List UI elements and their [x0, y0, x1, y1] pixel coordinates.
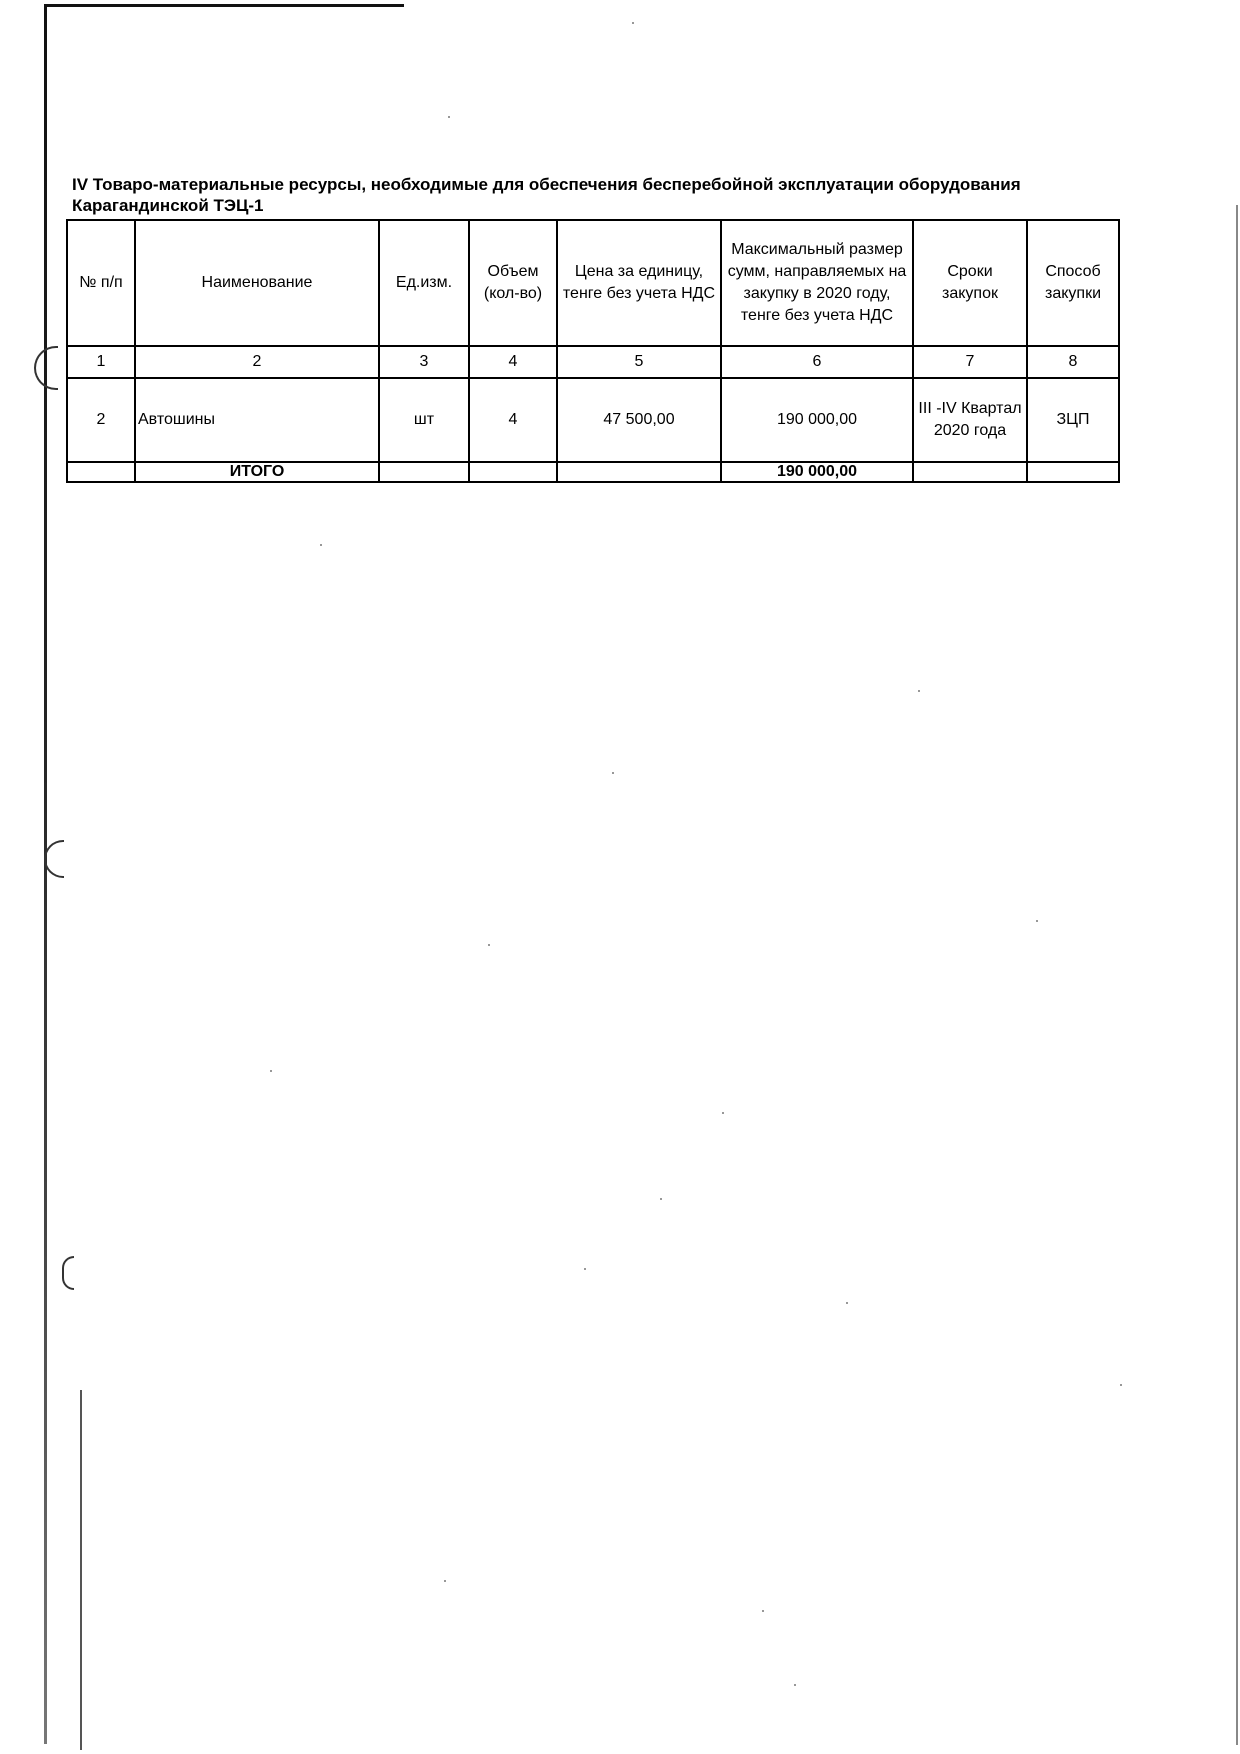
row-quantity: 4	[469, 378, 557, 462]
header-cell-quantity: Объем (кол-во)	[469, 220, 557, 346]
total-empty-cell	[1027, 462, 1119, 482]
total-row	[67, 462, 1119, 482]
total-empty-cell	[557, 462, 721, 482]
scan-speck	[846, 1302, 848, 1304]
column-number: 1	[67, 346, 135, 378]
total-empty-cell	[469, 462, 557, 482]
scan-speck	[1036, 920, 1038, 922]
section-heading-line-1: IV Товаро-материальные ресурсы, необходимые для обеспечения бесперебойной эксплуатации оборудования	[72, 175, 1021, 194]
total-empty-cell	[379, 462, 469, 482]
section-heading-line-2: Карагандинской ТЭЦ-1	[72, 196, 264, 215]
row-max-sum: 190 000,00	[721, 378, 913, 462]
total-max-sum: 190 000,00	[721, 462, 913, 482]
scan-speck	[794, 1684, 796, 1686]
scan-edge-left	[44, 4, 47, 1744]
row-number: 2	[67, 378, 135, 462]
column-number: 3	[379, 346, 469, 378]
column-number: 2	[135, 346, 379, 378]
header-cell-name: Наименование	[135, 220, 379, 346]
column-number: 7	[913, 346, 1027, 378]
row-name: Автошины	[135, 378, 379, 462]
column-number: 5	[557, 346, 721, 378]
scan-edge-left-lower	[80, 1390, 82, 1750]
table-row	[67, 378, 1119, 462]
section-heading	[72, 174, 1112, 216]
scan-speck	[632, 22, 634, 24]
row-method: ЗЦП	[1027, 378, 1119, 462]
column-number: 4	[469, 346, 557, 378]
scan-speck	[1120, 1384, 1122, 1386]
scan-speck	[660, 1198, 662, 1200]
header-cell-unit-price: Цена за единицу, тенге без учета НДС	[557, 220, 721, 346]
table-header-row	[67, 220, 1119, 346]
total-empty-cell	[913, 462, 1027, 482]
scan-speck	[918, 690, 920, 692]
header-cell-max-sum: Максимальный размер сумм, направляемых на закупку в 2020 году, тенге без учета НДС	[721, 220, 913, 346]
scan-speck	[612, 772, 614, 774]
header-cell-number: № п/п	[67, 220, 135, 346]
header-cell-term: Сроки закупок	[913, 220, 1027, 346]
scan-speck	[762, 1610, 764, 1612]
procurement-table	[66, 219, 1120, 483]
header-cell-unit: Ед.изм.	[379, 220, 469, 346]
header-cell-method: Способ закупки	[1027, 220, 1119, 346]
scan-speck	[270, 1070, 272, 1072]
scan-speck	[722, 1112, 724, 1114]
scan-speck	[448, 116, 450, 118]
row-term: III -IV Квартал 2020 года	[913, 378, 1027, 462]
column-number: 8	[1027, 346, 1119, 378]
column-number: 6	[721, 346, 913, 378]
binder-hole-mark	[44, 840, 64, 878]
scan-speck	[488, 944, 490, 946]
row-unit: шт	[379, 378, 469, 462]
total-label: ИТОГО	[135, 462, 379, 482]
binder-hole-mark	[34, 346, 58, 390]
column-number-row	[67, 346, 1119, 378]
scan-edge-right	[1236, 205, 1238, 1745]
row-unit-price: 47 500,00	[557, 378, 721, 462]
binder-hole-mark	[62, 1256, 74, 1290]
total-empty-cell	[67, 462, 135, 482]
scan-edge-top	[44, 4, 404, 7]
scan-speck	[584, 1268, 586, 1270]
scan-speck	[444, 1580, 446, 1582]
scan-speck	[320, 544, 322, 546]
